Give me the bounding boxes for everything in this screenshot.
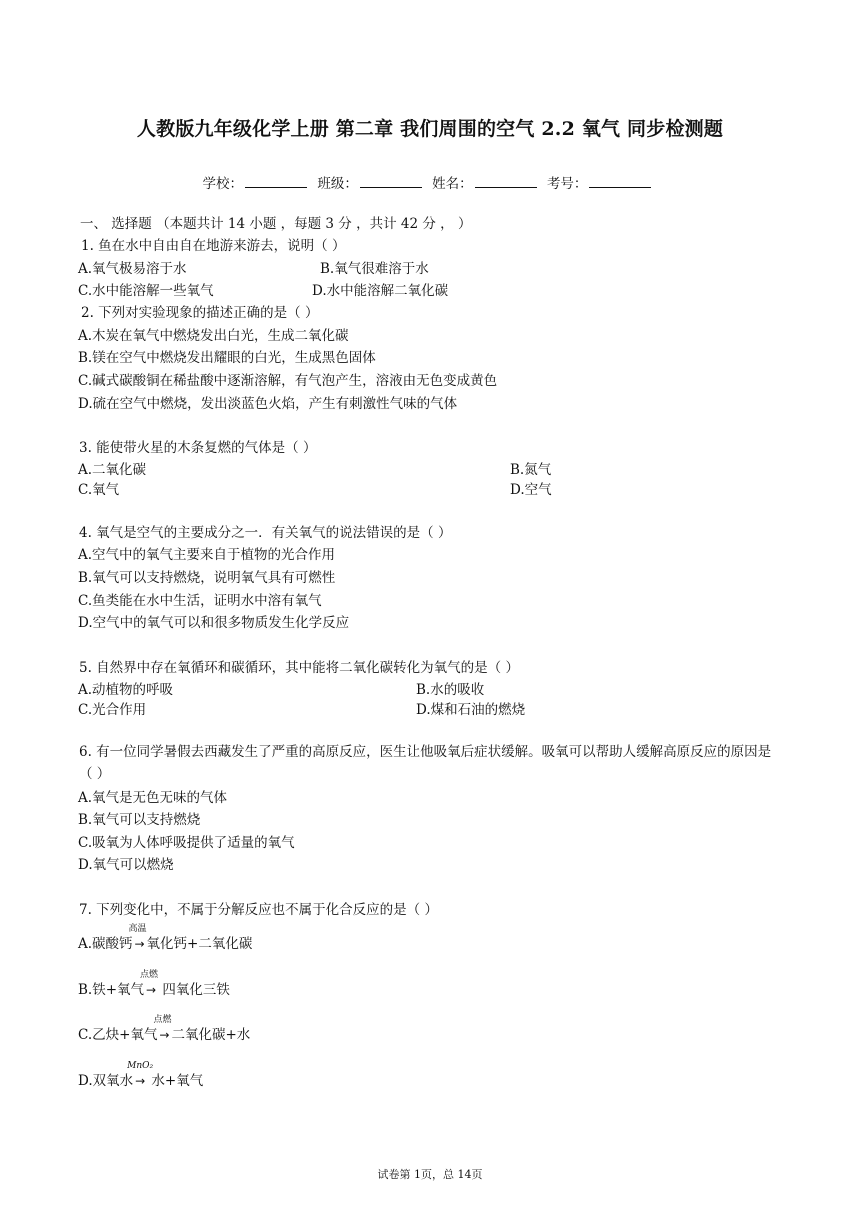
exam-number-blank[interactable] [589,175,651,188]
question-1-option-a: A.氧气极易溶于水 [78,261,187,277]
question-6-stem: 6. 有一位同学暑假去西藏发生了严重的高原反应，医生让他吸氧后症状缓解。吸氧可以帮助人缓解高原反应的原因是（ ） [79,744,772,782]
question-2-option-a: A.木炭在氧气中燃烧发出白光，生成二氧化碳 [78,328,349,344]
question-1-option-b: B.氧气很难溶于水 [320,261,429,277]
reactant-text: C.乙炔+氧气 [78,1027,158,1043]
question-3-option-d: D.空气 [510,482,552,498]
question-3-option-b: B.氮气 [510,462,552,478]
question-3-option-c: C.氧气 [78,482,120,498]
product-text: 二氧化碳+水 [171,1027,251,1043]
question-5-stem: 5. 自然界中存在氧循环和碳循环，其中能将二氧化碳转化为氧气的是（ ） [79,660,519,676]
question-1-option-c: C.水中能溶解一些氧气 [78,283,214,299]
product-text: 水+氧气 [147,1073,204,1089]
question-4-option-d: D.空气中的氧气可以和很多物质发生化学反应 [78,615,350,631]
question-3-stem: 3. 能使带火星的木条复燃的气体是（ ） [79,440,317,456]
question-7-stem: 7. 下列变化中，不属于分解反应也不属于化合反应的是（ ） [79,902,438,918]
question-4-option-b: B.氧气可以支持燃烧，说明氧气具有可燃性 [78,570,336,586]
question-6-option-d: D.氧气可以燃烧 [78,857,174,873]
question-3-option-a: A.二氧化碳 [78,462,147,478]
right-arrow-icon: → [159,1028,170,1042]
reaction-condition: MnO₂ [127,1061,154,1071]
class-blank[interactable] [360,175,422,188]
class-label: 班级： [317,176,358,192]
reactant-text: A.碳酸钙 [78,936,133,952]
question-6-option-a: A.氧气是无色无味的气体 [78,790,228,806]
school-blank[interactable] [245,175,307,188]
question-6-option-c: C.吸氧为人体呼吸提供了适量的氧气 [78,835,295,851]
question-7-option-a [78,924,253,953]
question-4-stem: 4. 氧气是空气的主要成分之一．有关氧气的说法错误的是（ ） [79,525,452,541]
question-4-option-c: C.鱼类能在水中生活，证明水中溶有氧气 [78,593,322,609]
question-7-option-c [78,1015,251,1044]
right-arrow-icon: → [134,937,145,951]
question-5-option-b: B.水的吸收 [416,682,485,698]
question-7-option-d [78,1061,204,1090]
reactant-text: D.双氧水 [78,1073,134,1089]
page-footer: 试卷第 1页，总 14页 [377,1168,483,1181]
right-arrow-icon: → [135,1074,146,1088]
product-text: 四氧化三铁 [158,982,230,998]
question-2-option-b: B.镁在空气中燃烧发出耀眼的白光，生成黑色固体 [78,350,376,366]
question-2-option-c: C.碱式碳酸铜在稀盐酸中逐渐溶解，有气泡产生，溶液由无色变成黄色 [78,373,498,389]
reaction-condition: 点燃 [140,970,159,980]
reactant-text: B.铁+氧气 [78,982,145,998]
question-2-stem: 2. 下列对实验现象的描述正确的是（ ） [81,305,319,321]
question-5-option-a: A.动植物的呼吸 [78,682,174,698]
exam-number-label: 考号： [546,176,588,192]
student-info-line [0,172,860,192]
reaction-arrow [153,1015,172,1044]
question-5-option-d: D.煤和石油的燃烧 [416,702,526,718]
product-text: 氧化钙+二氧化碳 [146,936,253,952]
right-arrow-icon: → [146,983,157,997]
question-2-option-d: D.硫在空气中燃烧，发出淡蓝色火焰，产生有刺激性气味的气体 [78,396,458,412]
question-1-option-d: D.水中能溶解二氧化碳 [312,283,449,299]
question-4-option-a: A.空气中的氧气主要来自于植物的光合作用 [78,547,336,563]
question-5-option-c: C.光合作用 [78,702,147,718]
name-blank[interactable] [475,175,537,188]
section-heading: 一、 选择题 （本题共计 14 小题 ，每题 3 分 ，共计 42 分 ， ） [80,216,472,232]
reaction-arrow [140,970,159,999]
reaction-condition: 高温 [128,924,147,934]
question-6-option-b: B.氧气可以支持燃烧 [78,812,201,828]
reaction-arrow [128,924,147,953]
question-7-option-b [78,970,230,999]
name-label: 姓名： [432,176,473,192]
school-label: 学校： [202,176,244,192]
page-title: 人教版九年级化学上册 第二章 我们周围的空气 2.2 氧气 同步检测题 [136,118,724,140]
reaction-arrow [127,1061,154,1090]
question-1-stem: 1. 鱼在水中自由自在地游来游去，说明（ ） [81,238,346,254]
reaction-condition: 点燃 [153,1015,172,1025]
